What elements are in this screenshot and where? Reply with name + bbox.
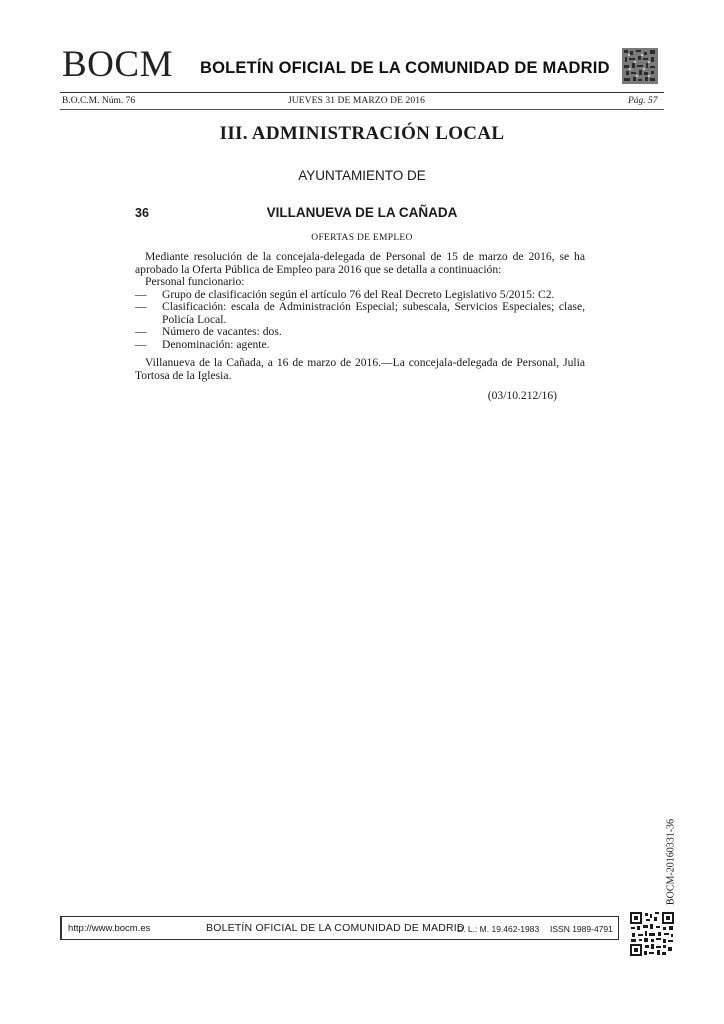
ayuntamiento-heading: AYUNTAMIENTO DE [298, 168, 426, 183]
entry-number: 36 [135, 206, 149, 220]
legal-deposit: D. L.: M. 19.462-1983 [457, 924, 540, 934]
personal-label: Personal funcionario: [145, 275, 245, 288]
closing-paragraph: Villanueva de la Cañada, a 16 de marzo de 2016.—La concejala-delegada de Personal, Julia Tortosa de la Iglesia. [135, 356, 585, 382]
town-heading: VILLANUEVA DE LA CAÑADA [266, 205, 458, 220]
header-rule-bottom [60, 109, 664, 110]
list-item: — Denominación: agente. [135, 337, 270, 351]
section-title: III. ADMINISTRACIÓN LOCAL [219, 123, 505, 144]
issue-number: B.O.C.M. Núm. 76 [62, 96, 136, 106]
list-item: — Grupo de clasificación según el artículo 76 del Real Decreto Legislativo 5/2015: C2. [135, 287, 555, 301]
qr-code-icon [630, 912, 674, 956]
intro-paragraph: Mediante resolución de la concejala-delegada de Personal de 15 de marzo de 2016, se ha aprobado la Oferta Pública de Empleo para 2016 que se detalla a continuación: [135, 250, 585, 276]
classification-list [135, 289, 585, 352]
subject-heading: OFERTAS DE EMPLEO [311, 233, 413, 243]
issue-date: JUEVES 31 DE MARZO DE 2016 [288, 96, 425, 106]
header-rule [60, 92, 664, 93]
footer-title: BOLETÍN OFICIAL DE LA COMUNIDAD DE MADRID [206, 922, 465, 934]
announcement-body [135, 251, 585, 403]
bocm-logo: BOCM [62, 44, 173, 85]
issn: ISSN 1989-4791 [550, 924, 613, 934]
reference-code: (03/10.212/16) [487, 389, 557, 402]
side-reference: BOCM-20160331-36 [665, 818, 677, 906]
footer-url-link[interactable]: http://www.bocm.es [68, 923, 151, 934]
qr-seal-icon [622, 48, 658, 84]
publication-title: BOLETÍN OFICIAL DE LA COMUNIDAD DE MADRID [200, 59, 610, 77]
list-item: — Número de vacantes: dos. [135, 325, 282, 338]
list-item: — Clasificación: escala de Administración Especial; subescala, Servicios Especiales; clase, Policía Local. [135, 300, 585, 326]
page-number: Pág. 57 [628, 96, 658, 106]
